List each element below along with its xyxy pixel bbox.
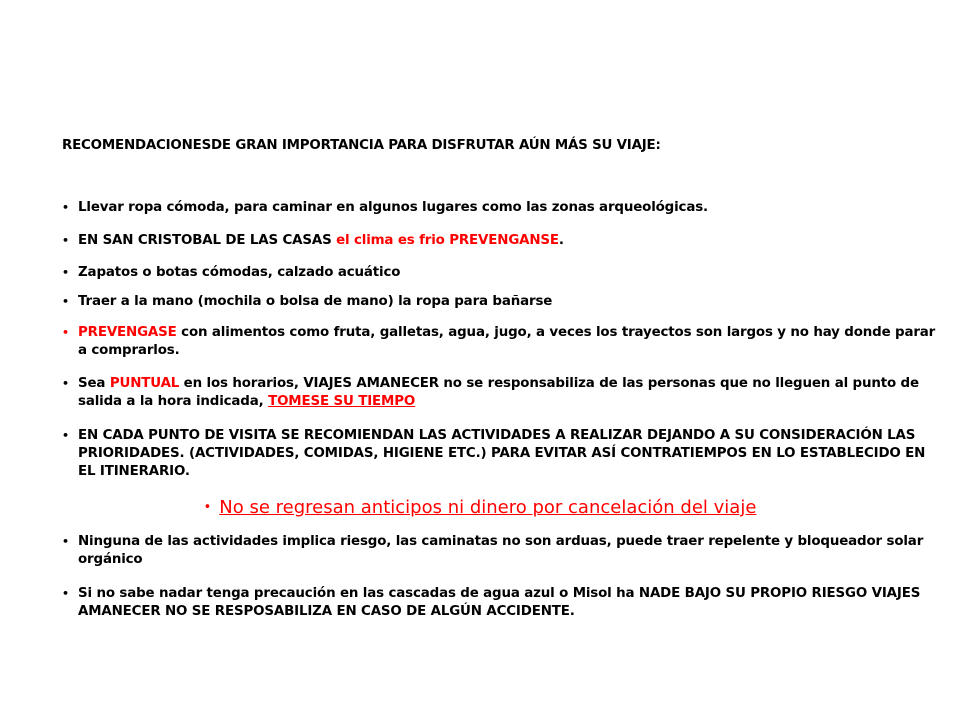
warning-text: PUNTUAL [109, 376, 180, 391]
warning-text-underlined: TOMESE SU TIEMPO [268, 394, 416, 409]
text-segment: en los horarios, VIAJES AMANECER no se responsabiliza de las personas que no lleguen al punto de salida a la hora indicada, [78, 376, 919, 409]
list-item-text [78, 375, 942, 411]
list-item-text: Si no sabe nadar tenga precaución en las cascadas de agua azul o Misol ha NADE BAJO SU PROPIO RIESGO VIAJES AMANECER NO SE RESPOSABILIZA EN CASO DE ALGÚN ACCIDENTE. [78, 586, 921, 619]
list-item-zapatos [62, 264, 942, 282]
cancellation-warning: No se regresan anticipos ni dinero por cancelación del viaje [219, 497, 757, 518]
list-item-text [78, 232, 942, 250]
list-item-text: Zapatos o botas cómodas, calzado acuático [78, 265, 401, 280]
list-item-alimentos [62, 324, 942, 360]
list-item-text [78, 324, 942, 360]
bullet-icon: • [62, 587, 69, 600]
list-item-actividades [62, 427, 942, 481]
bullet-icon: • [203, 500, 212, 515]
page-title: RECOMENDACIONESDE GRAN IMPORTANCIA PARA DISFRUTAR AÚN MÁS SU VIAJE: [62, 138, 661, 153]
text-segment: EN SAN CRISTOBAL DE LAS CASAS [78, 233, 337, 248]
list-item-ropa [62, 199, 942, 217]
bullet-icon: • [62, 326, 69, 339]
list-item-text: Ninguna de las actividades implica riesgo, las caminatas no son arduas, puede traer repelente y bloqueador solar orgánico [78, 534, 924, 567]
list-item-text: Llevar ropa cómoda, para caminar en algunos lugares como las zonas arqueológicas. [78, 200, 708, 215]
bullet-icon: • [62, 535, 69, 548]
list-item-puntual [62, 375, 942, 411]
list-item-riesgo [62, 533, 942, 569]
text-segment: con alimentos como fruta, galletas, agua, jugo, a veces los trayectos son largos y no hay donde parar a comprarlos. [78, 325, 936, 358]
warning-text: el clima es frio PREVENGANSE [336, 233, 559, 248]
bullet-icon: • [62, 377, 69, 390]
text-segment: . [558, 233, 564, 248]
bullet-icon: • [62, 234, 69, 247]
list-item-text: EN CADA PUNTO DE VISITA SE RECOMIENDAN LAS ACTIVIDADES A REALIZAR DEJANDO A SU CONSIDERACIÓN LAS PRIORIDADES. (ACTIVIDADES, COMIDAS, HIGIENE ETC.) PARA EVITAR ASÍ CONTRATIEMPOS EN LO ESTABLECIDO EN EL ITINERARIO. [78, 428, 926, 479]
list-item-san-cristobal [62, 232, 942, 250]
text-segment: Sea [78, 376, 110, 391]
bullet-icon: • [62, 266, 69, 279]
list-item-text: Traer a la mano (mochila o bolsa de mano) la ropa para bañarse [78, 294, 553, 309]
bullet-icon: • [62, 429, 69, 442]
list-item-mochila [62, 293, 942, 311]
warning-text: PREVENGASE [78, 325, 177, 340]
list-item-cancelacion [0, 495, 960, 521]
bullet-icon: • [62, 201, 69, 214]
bullet-icon: • [62, 295, 69, 308]
list-item-nadar [62, 585, 942, 621]
